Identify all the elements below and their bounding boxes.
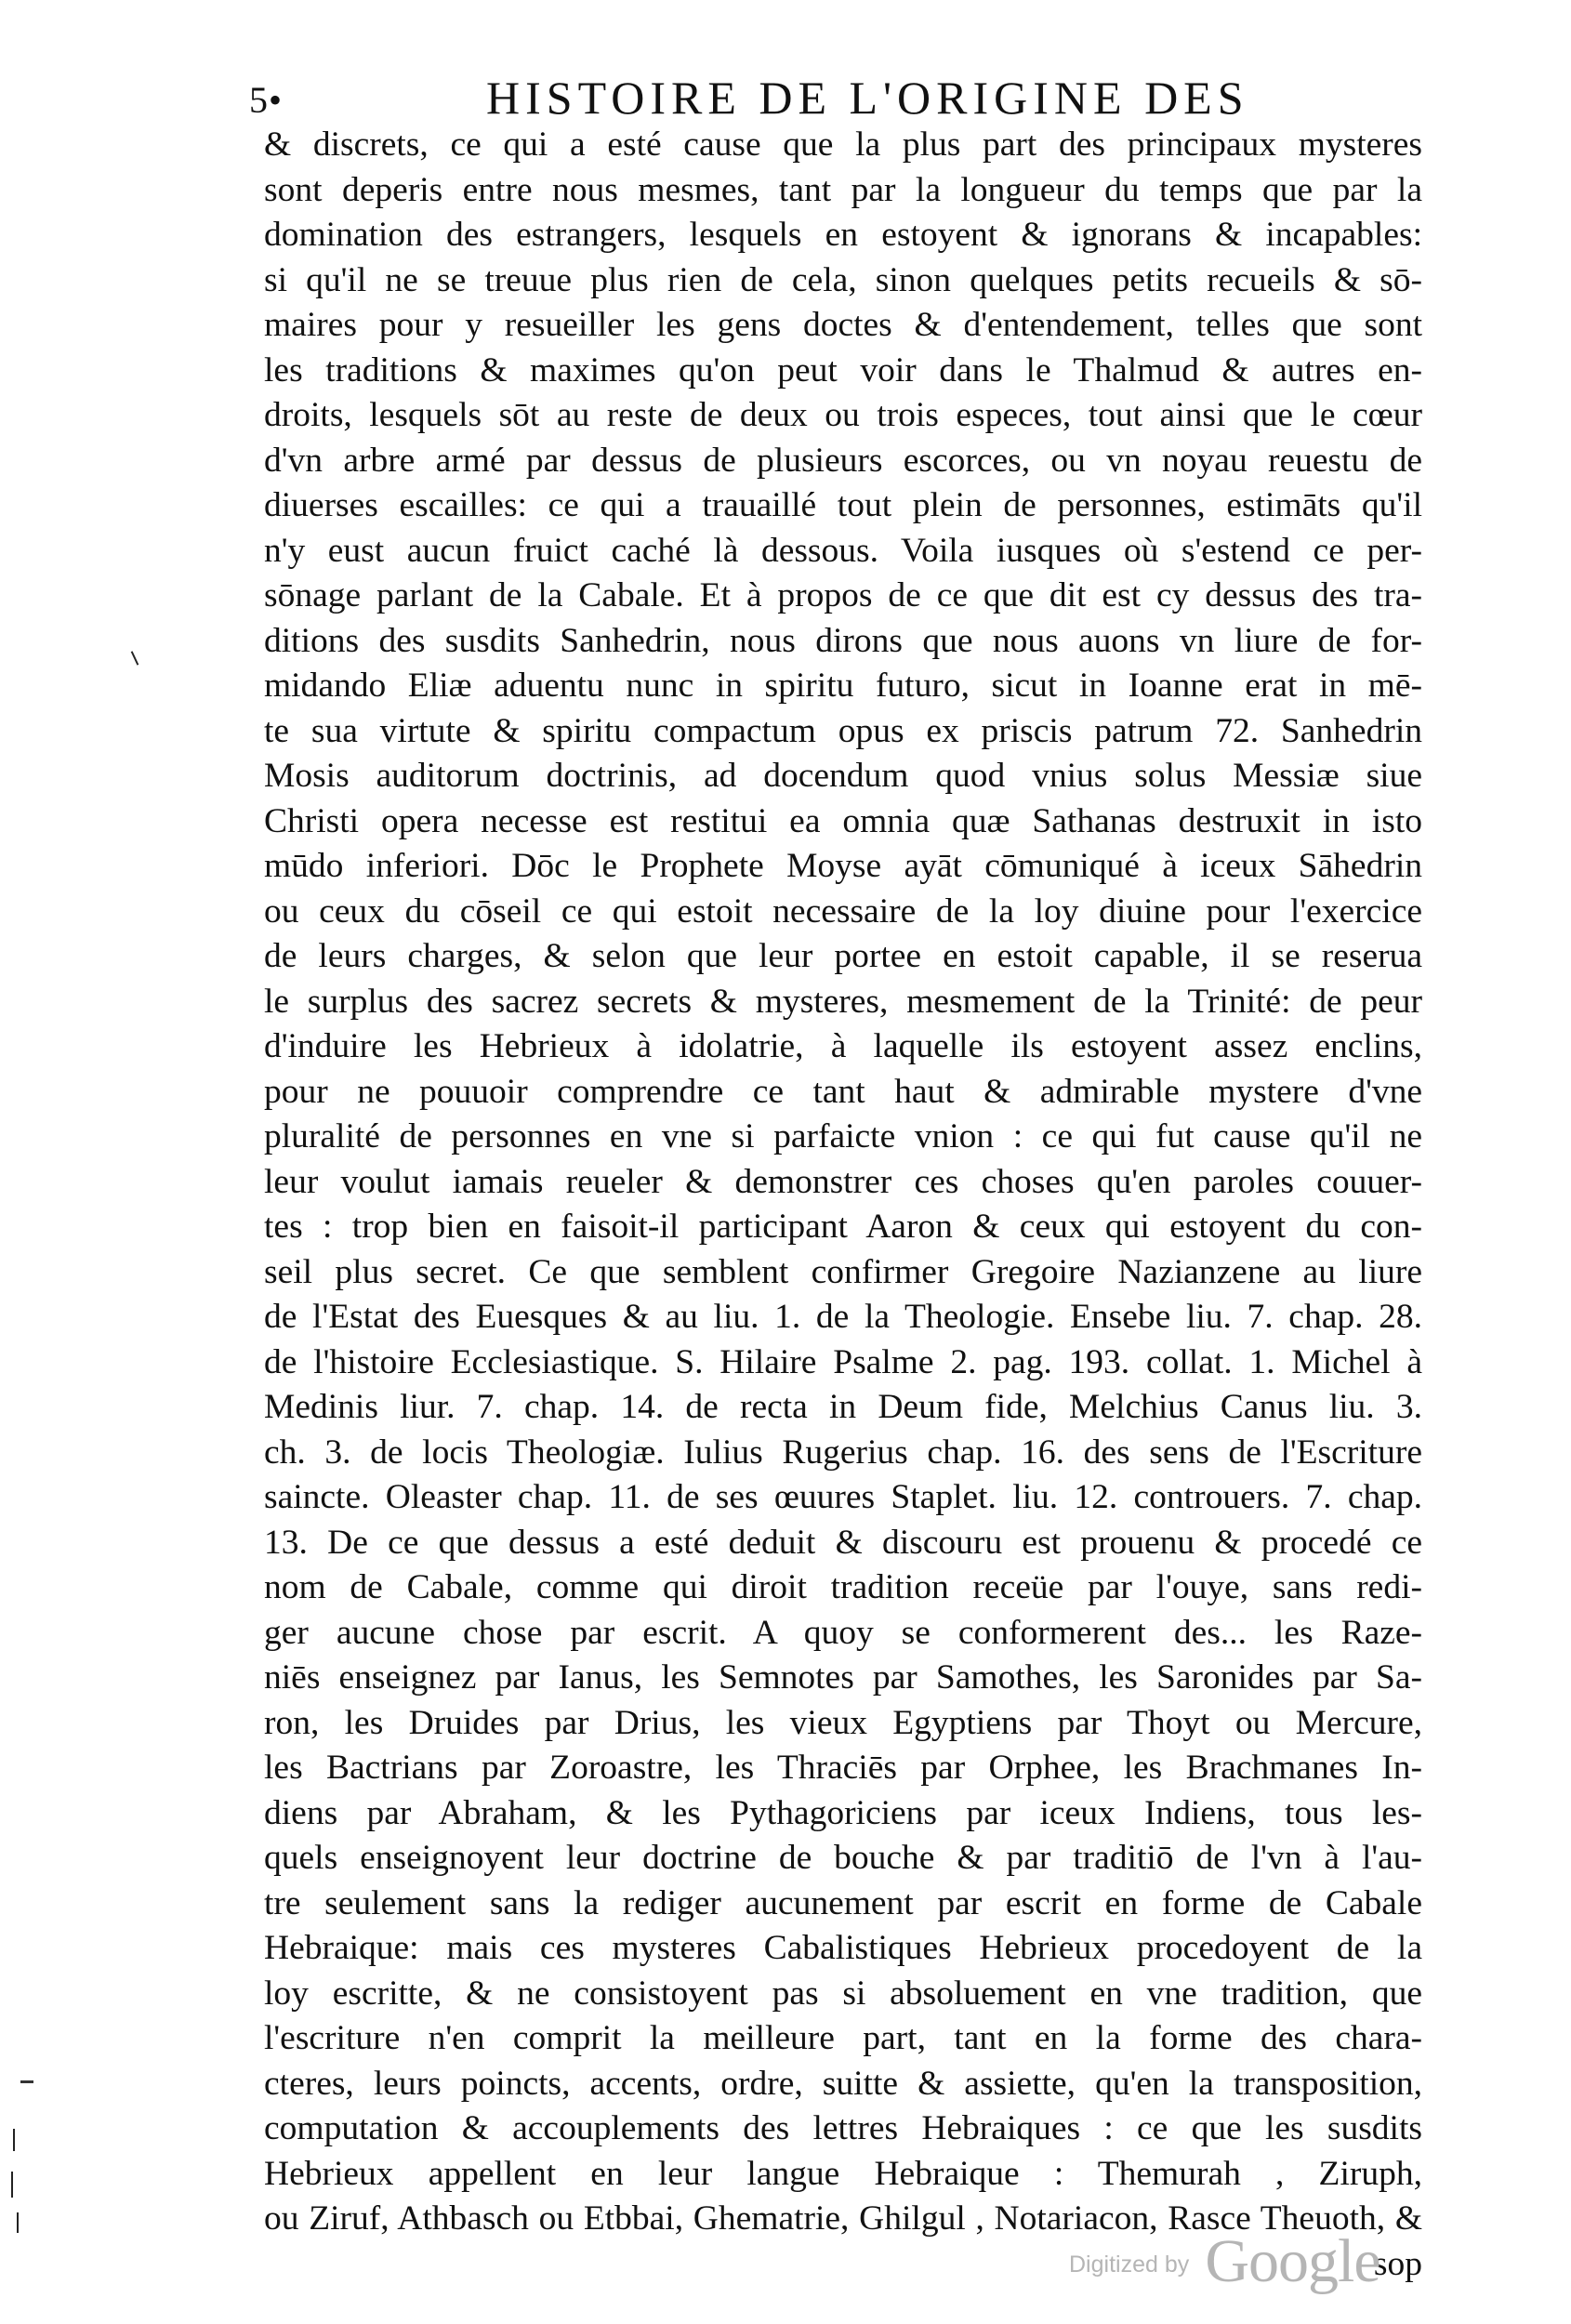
google-logo: Google xyxy=(1205,2227,1380,2295)
text-line: d'induire les Hebrieux à idolatrie, à laquelle ils estoyent assez enclins, xyxy=(264,1027,1422,1065)
watermark-prefix: Digitized by xyxy=(1069,2251,1190,2278)
text-line: ch. 3. de locis Theologiæ. Iulius Rugerius chap. 16. des sens de l'Escriture xyxy=(264,1433,1422,1472)
margin-tick-mark xyxy=(17,2212,19,2233)
text-line: midando Eliæ aduentu nunc in spiritu futuro, sicut in Ioanne erat in mē- xyxy=(264,667,1422,705)
text-line: nom de Cabale, comme qui diroit tradition receüe par l'ouye, sans redi- xyxy=(264,1568,1422,1606)
text-line: pour ne pouuoir comprendre ce tant haut & admirable mystere d'vne xyxy=(264,1072,1422,1111)
text-line: ou Ziruf, Athbasch ou Etbbai, Ghematrie, Ghilgul , Notariacon, Rasce Theuoth, & xyxy=(264,2199,1422,2238)
text-line: Hebrieux appellent en leur langue Hebraique : Themurah , Ziruph, xyxy=(264,2154,1422,2193)
text-line: niēs enseignez par Ianus, les Semnotes par Samothes, les Saronides par Sa- xyxy=(264,1658,1422,1697)
text-line: de l'Estat des Euesques & au liu. 1. de la Theologie. Ensebe liu. 7. chap. 28. xyxy=(264,1298,1422,1336)
text-line: tre seulement sans la rediger aucunement par escrit en forme de Cabale xyxy=(264,1883,1422,1922)
text-line: quels enseignoyent leur doctrine de bouche & par traditiō de l'vn à l'au- xyxy=(264,1839,1422,1877)
text-line: & discrets, ce qui a esté cause que la plus part des principaux mysteres xyxy=(264,125,1422,164)
text-line: cteres, leurs poincts, accents, ordre, suitte & assiette, qu'en la transposition, xyxy=(264,2064,1422,2103)
text-line: de leurs charges, & selon que leur portee en estoit capable, il se reserua xyxy=(264,937,1422,975)
text-line: ou ceux du cōseil ce qui estoit necessaire de la loy diuine pour l'exercice xyxy=(264,891,1422,931)
text-line: diens par Abraham, & les Pythagoriciens par iceux Indiens, tous les- xyxy=(264,1793,1422,1832)
text-line: diuerses escailles: ce qui a trauaillé tout plein de personnes, estimāts qu'il xyxy=(264,486,1422,524)
text-line: loy escritte, & ne consistoyent pas si absoluement en vne tradition, que xyxy=(264,1974,1422,2013)
text-line: si qu'il ne se treuue plus rien de cela, sinon quelques petits recueils & sō- xyxy=(264,260,1422,299)
text-line: n'y eust aucun fruict caché là dessous. Voila iusques où s'estend ce per- xyxy=(264,531,1422,570)
body-text xyxy=(264,123,1422,2287)
text-line: d'vn arbre armé par dessus de plusieurs escorces, ou vn noyau reuestu de xyxy=(264,441,1422,480)
text-line: Medinis liur. 7. chap. 14. de recta in Deum fide, Melchius Canus liu. 3. xyxy=(264,1388,1422,1426)
text-line: sōnage parlant de la Cabale. Et à propos de ce que dit est cy dessus des tra- xyxy=(264,576,1422,614)
text-line: mūdo inferiori. Dōc le Prophete Moyse ayāt cōmuniqué à iceux Sāhedrin xyxy=(264,847,1422,885)
text-line: ditions des susdits Sanhedrin, nous dirons que nous auons vn liure de for- xyxy=(264,621,1422,660)
margin-tick-mark xyxy=(131,651,139,665)
text-line: computation & accouplements des lettres Hebraiques : ce que les susdits xyxy=(264,2109,1422,2147)
text-line: les traditions & maximes qu'on peut voir dans le Thalmud & autres en- xyxy=(264,350,1422,390)
text-line: sont deperis entre nous mesmes, tant par la longueur du temps que par la xyxy=(264,170,1422,209)
text-line: droits, lesquels sōt au reste de deux ou trois especes, tout ainsi que le cœur xyxy=(264,396,1422,434)
digitization-watermark xyxy=(1069,2226,1380,2297)
text-line: 13. De ce que dessus a esté deduit & discouru est prouenu & procedé ce xyxy=(264,1523,1422,1562)
text-line: l'escriture n'en comprit la meilleure part, tant en la forme des chara- xyxy=(264,2019,1422,2057)
margin-tick-mark xyxy=(11,2172,13,2198)
text-line: maires pour y resueiller les gens doctes & d'entendement, telles que sont xyxy=(264,306,1422,344)
text-line: seil plus secret. Ce que semblent confirmer Gregoire Nazianzene au liure xyxy=(264,1252,1422,1291)
text-line: Christi opera necesse est restitui ea omnia quæ Sathanas destruxit in isto xyxy=(264,801,1422,840)
text-line: saincte. Oleaster chap. 11. de ses œuures Staplet. liu. 12. controuers. 7. chap. xyxy=(264,1478,1422,1516)
text-line: ron, les Druides par Drius, les vieux Egyptiens par Thoyt ou Mercure, xyxy=(264,1703,1422,1742)
text-line: les Bactrians par Zoroastre, les Thraciēs par Orphee, les Brachmanes In- xyxy=(264,1749,1422,1787)
text-line: ger aucune chose par escrit. A quoy se conformerent des... les Raze- xyxy=(264,1613,1422,1652)
page-header xyxy=(249,65,1430,130)
text-line: te sua virtute & spiritu compactum opus ex priscis patrum 72. Sanhedrin xyxy=(264,711,1422,750)
text-line: tes : trop bien en faisoit-il participant Aaron & ceux qui estoyent du con- xyxy=(264,1208,1422,1246)
text-line: de l'histoire Ecclesiastique. S. Hilaire Psalme 2. pag. 193. collat. 1. Michel à xyxy=(264,1342,1422,1381)
page-number: 5• xyxy=(249,79,284,121)
margin-tick-mark xyxy=(13,2129,15,2151)
text-line: Mosis auditorum doctrinis, ad docendum quod vnius solus Messiæ siue xyxy=(264,757,1422,795)
text-line: domination des estrangers, lesquels en estoyent & ignorans & incapables: xyxy=(264,216,1422,254)
margin-tick-mark xyxy=(20,2080,33,2102)
running-head: HISTOIRE DE L'ORIGINE DES xyxy=(486,72,1249,124)
catchword: sop xyxy=(1373,2244,1422,2283)
text-line: leur voulut iamais reueler & demonstrer ces choses qu'en paroles couuer- xyxy=(264,1162,1422,1201)
text-line: pluralité de personnes en vne si parfaicte vnion : ce qui fut cause qu'il ne xyxy=(264,1117,1422,1155)
text-line: le surplus des sacrez secrets & mysteres, mesmement de la Trinité: de peur xyxy=(264,982,1422,1021)
text-line: Hebraique: mais ces mysteres Cabalistiques Hebrieux procedoyent de la xyxy=(264,1929,1422,1967)
